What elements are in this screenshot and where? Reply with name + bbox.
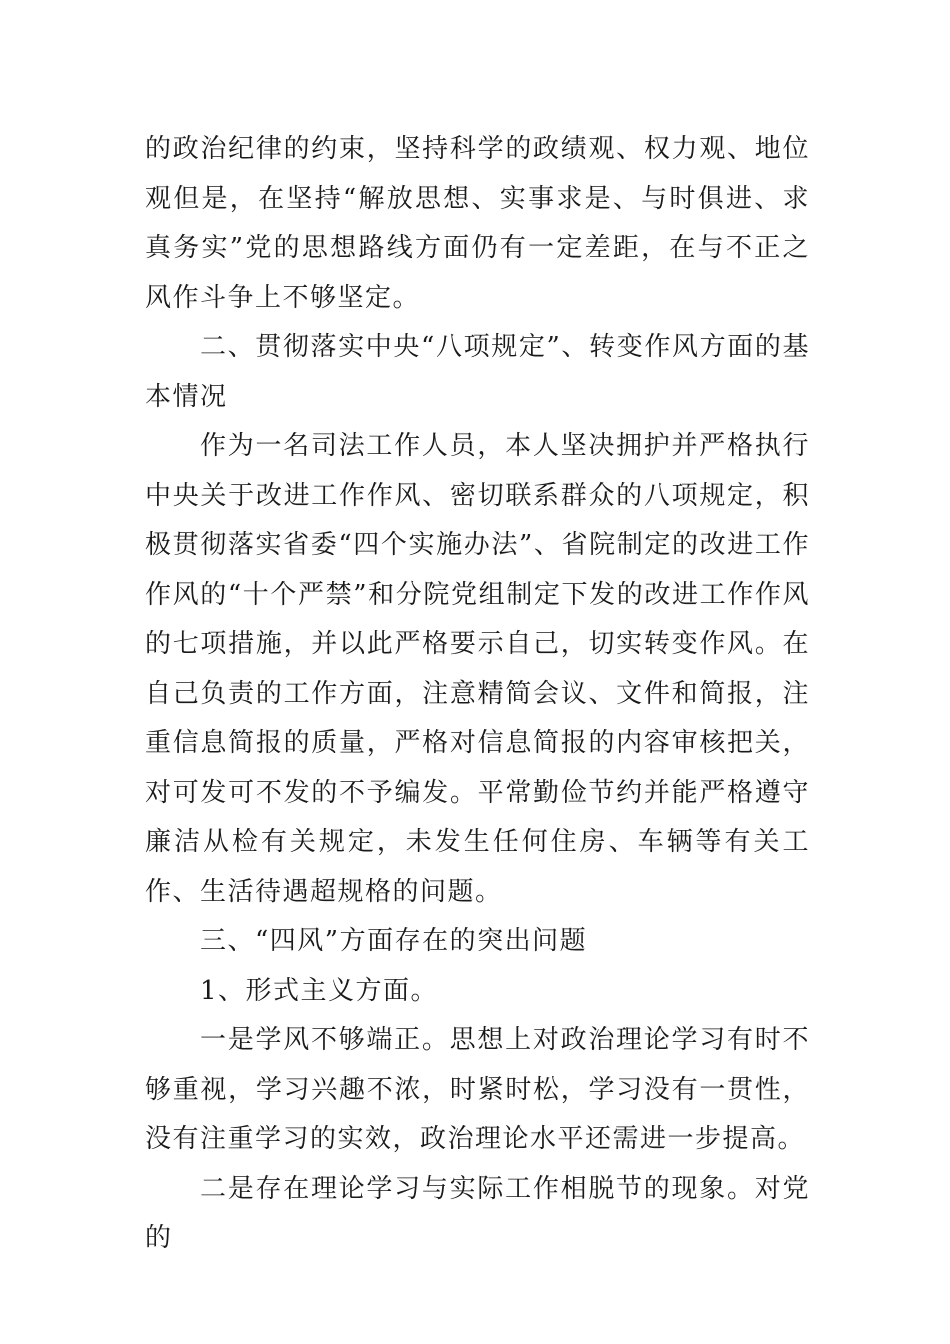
paragraph-1: 的政治纪律的约束，坚持科学的政绩观、权力观、地位观但是，在坚持“解放思想、实事求是、与时俱进、求真务实”党的思想路线方面仍有一定差距，在与不正之风作斗争上不够坚定。 <box>145 134 810 313</box>
paragraph-6: 一是学风不够端正。思想上对政治理论学习有时不够重视，学习兴趣不浓，时紧时松，学习没有一贯性，没有注重学习的实效，政治理论水平还需进一步提高。 <box>145 1025 810 1154</box>
document-body <box>145 125 810 1264</box>
section-heading-2: 二、贯彻落实中央“八项规定”、转变作风方面的基本情况 <box>145 332 810 412</box>
subsection-heading-1: 1、形式主义方面。 <box>200 975 439 1006</box>
paragraph-7: 二是存在理论学习与实际工作相脱节的现象。对党的 <box>145 1173 810 1253</box>
section-heading-3: 三、“四风”方面存在的突出问题 <box>200 926 588 956</box>
paragraph-3: 作为一名司法工作人员，本人坚决拥护并严格执行中央关于改进工作作风、密切联系群众的八项规定，积极贯彻落实省委“四个实施办法”、省院制定的改进工作作风的“十个严禁”和分院党组制定下发的改进工作作风的七项措施，并以此严格要示自己，切实转变作风。在自己负责的工作方面，注意精简会议、文件和简报，注重信息简报的质量，严格对信息简报的内容审核把关，对可发可不发的不予编发。平常勤俭节约并能严格遵守廉洁从检有关规定，未发生任何住房、车辆等有关工作、生活待遇超规格的问题。 <box>145 431 810 907</box>
